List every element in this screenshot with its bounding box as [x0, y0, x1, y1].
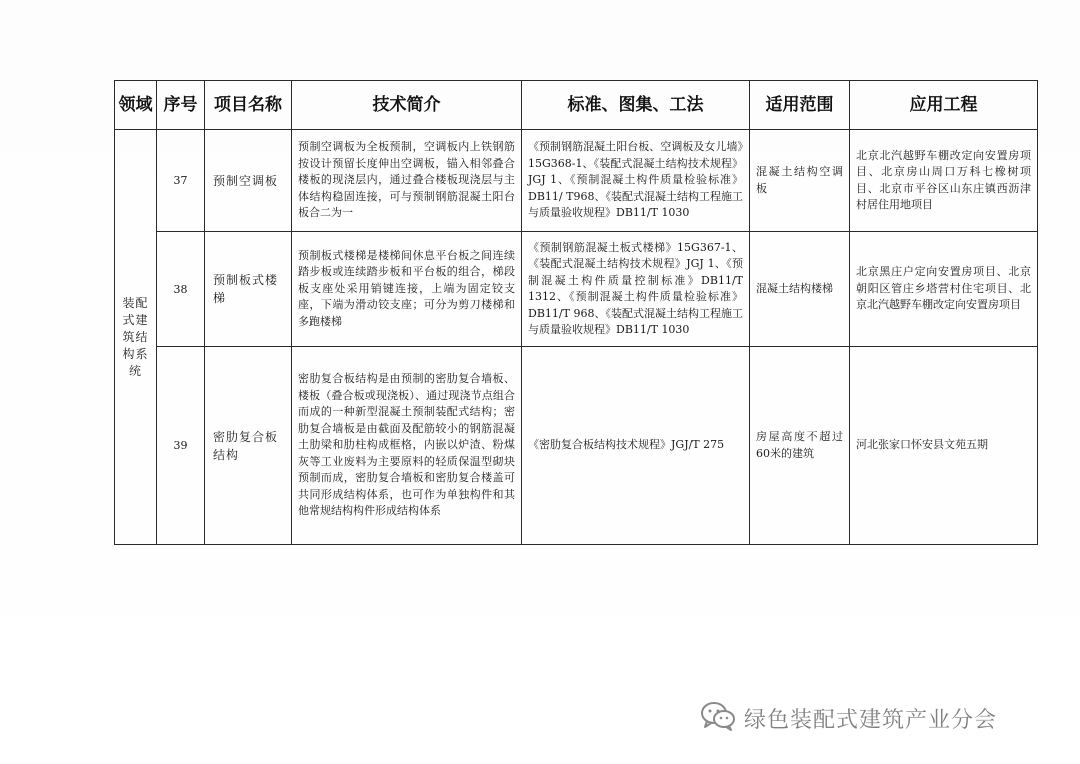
scope-cell: 混凝土结构空调板 — [750, 130, 850, 232]
header-seq: 序号 — [157, 81, 205, 130]
intro-cell: 预制空调板为全板预制，空调板内上铁钢筋按设计预留长度伸出空调板，锚入相邻叠合楼板的现浇层内，通过叠合楼板现浇层与主体结构稳固连接，可与预制钢筋混凝土阳台板合二为一 — [292, 130, 522, 232]
watermark-text: 绿色装配式建筑产业分会 — [744, 707, 998, 733]
projects-cell: 北京黑庄户定向安置房项目、北京朝阳区管庄乡塔营村住宅项目、北京北汽越野车棚改定向安置房项目 — [850, 232, 1038, 347]
standards-cell: 《密肋复合板结构技术规程》JGJ/T 275 — [522, 347, 750, 545]
standards-cell: 《预制钢筋混凝土阳台板、空调板及女儿墙》15G368-1、《装配式混凝土结构技术规程》JGJ 1、《预制混凝土构件质量检验标准》DB11/ T968、《装配式混凝土结构工程施工与质量验收规程》DB11/T 1030 — [522, 130, 750, 232]
table-row — [115, 347, 1038, 545]
scope-cell: 房屋高度不超过60米的建筑 — [750, 347, 850, 545]
header-projects: 应用工程 — [850, 81, 1038, 130]
wechat-watermark — [700, 700, 997, 736]
header-intro: 技术简介 — [292, 81, 522, 130]
seq-cell: 38 — [157, 232, 205, 347]
table-row — [115, 130, 1038, 232]
header-scope: 适用范围 — [750, 81, 850, 130]
intro-cell: 密肋复合板结构是由预制的密肋复合墙板、楼板（叠合板或现浇板）、通过现浇节点组合而成的一种新型混凝土预制装配式结构；密肋复合墙板是由截面及配筋较小的钢筋混凝土肋梁和肋柱构成框格，内嵌以炉渣、粉煤灰等工业废料为主要原料的轻质保温型砌块预制而成，密肋复合墙板和密肋复合楼盖可共同形成结构体系，也可作为单独构件和其他常规结构构件形成结构体系 — [292, 347, 522, 545]
scope-cell: 混凝土结构楼梯 — [750, 232, 850, 347]
name-cell: 预制空调板 — [205, 130, 292, 232]
standards-cell: 《预制钢筋混凝土板式楼梯》15G367-1、《装配式混凝土结构技术规程》JGJ 1、《预制混凝土构件质量控制标准》DB11/T 1312、《预制混凝土构件质量检验标准》DB11/T 968、《装配式混凝土结构工程施工与质量验收规程》DB11/T 1030 — [522, 232, 750, 347]
tech-catalog-table — [114, 80, 1038, 545]
seq-cell: 39 — [157, 347, 205, 545]
projects-cell: 河北张家口怀安县文苑五期 — [850, 347, 1038, 545]
domain-cell: 装配式建筑结构系统 — [115, 130, 157, 545]
name-cell: 预制板式楼梯 — [205, 232, 292, 347]
wechat-icon — [700, 701, 736, 735]
seq-cell: 37 — [157, 130, 205, 232]
header-row — [115, 81, 1038, 130]
intro-cell: 预制板式楼梯是楼梯间休息平台板之间连续踏步板或连续踏步板和平台板的组合，梯段板支座处采用销键连接，上端为固定铰支座，下端为滑动铰支座；可分为剪刀楼梯和多跑楼梯 — [292, 232, 522, 347]
header-standards: 标准、图集、工法 — [522, 81, 750, 130]
header-domain: 领域 — [115, 81, 157, 130]
header-name: 项目名称 — [205, 81, 292, 130]
table-row — [115, 232, 1038, 347]
name-cell: 密肋复合板结构 — [205, 347, 292, 545]
projects-cell: 北京北汽越野车棚改定向安置房项目、北京房山周口万科七橡树项目、北京市平谷区山东庄镇西沥津村居住用地项目 — [850, 130, 1038, 232]
